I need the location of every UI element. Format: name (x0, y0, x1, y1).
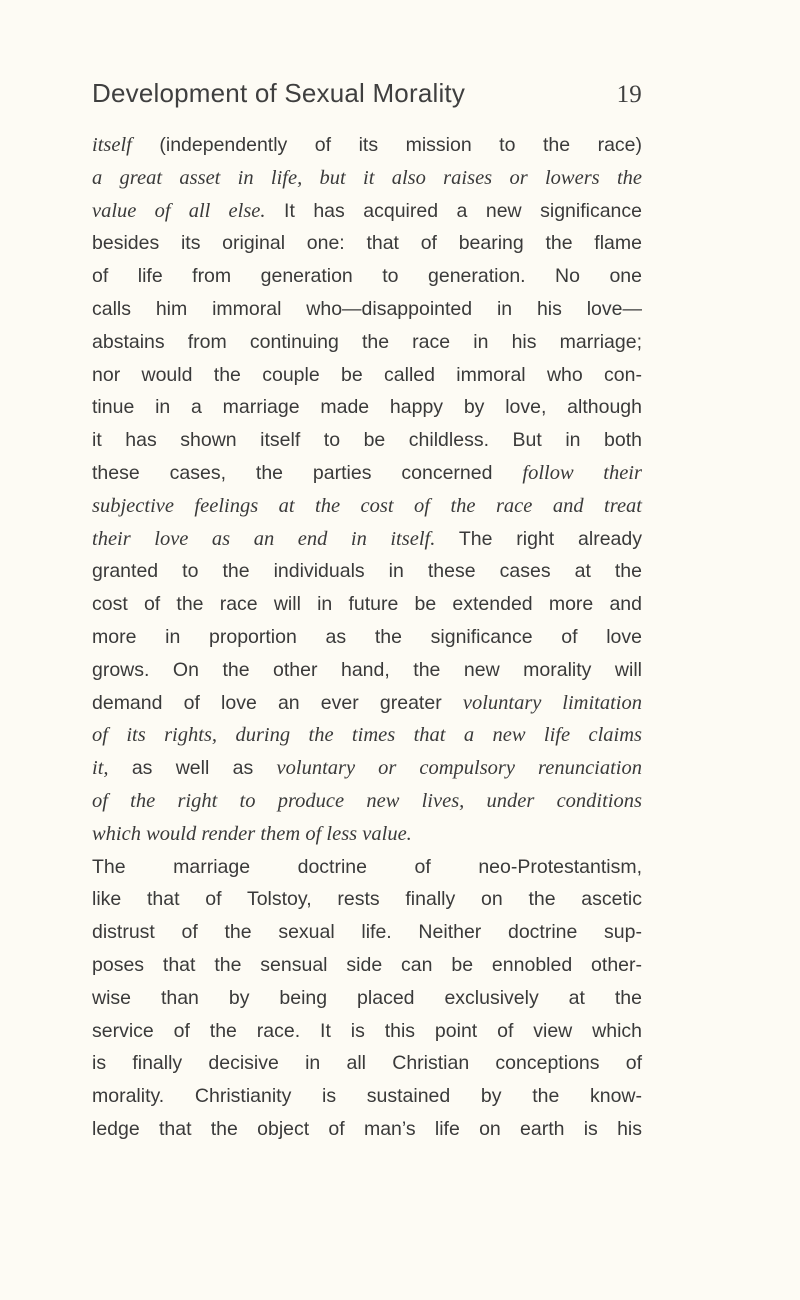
roman-text: tinue in a marriage made happy by love, although (92, 396, 642, 419)
roman-text: of life from generation to generation. No one (92, 265, 642, 288)
italic-text: itself (92, 134, 132, 156)
roman-text: it has shown itself to be childless. But in both (92, 429, 642, 452)
text-line (92, 162, 642, 195)
text-line (92, 260, 642, 293)
roman-text: (independently of its mission to the race) (131, 134, 642, 156)
text-line (92, 883, 642, 916)
roman-text: like that of Tolstoy, rests finally on the ascetic (92, 888, 642, 911)
roman-text: ledge that the object of man’s life on earth is his (92, 1117, 642, 1140)
text-line (92, 490, 642, 523)
roman-text: poses that the sensual side can be ennobled other- (92, 953, 642, 976)
roman-text: wise than by being placed exclusively at the (92, 986, 642, 1009)
roman-text: It has acquired a new significance (265, 199, 643, 222)
running-title: Development of Sexual Morality (92, 78, 466, 108)
text-line (92, 391, 642, 424)
text-line (92, 851, 642, 884)
text-line (92, 687, 642, 720)
roman-text: abstains from continuing the race in his marriage; (92, 330, 642, 353)
roman-text: besides its original one: that of bearing the flame (92, 232, 642, 255)
roman-text: demand of love an ever greater (92, 691, 463, 714)
italic-text: follow their (522, 461, 642, 484)
text-line (92, 916, 642, 949)
text-line (92, 555, 642, 588)
text-line (92, 195, 642, 228)
running-head (92, 78, 642, 109)
roman-text: these cases, the parties concerned (92, 461, 523, 484)
text-line (92, 424, 642, 457)
italic-text: voluntary or compulsory renunciation (276, 757, 643, 780)
italic-text: value of all else. (92, 199, 266, 222)
roman-text: The marriage doctrine of neo-Protestantism, (92, 855, 642, 878)
text-line (92, 1113, 642, 1146)
roman-text: calls him immoral who—disappointed in his love— (92, 297, 642, 320)
italic-text: of its rights, during the times that a new life claims (92, 724, 642, 747)
text-line (92, 359, 642, 392)
text-line (92, 523, 642, 556)
text-line (92, 654, 642, 687)
text-line (92, 129, 642, 162)
roman-text: is finally decisive in all Christian conceptions of (92, 1052, 642, 1075)
text-line (92, 719, 642, 752)
text-line (92, 326, 642, 359)
text-line (92, 1047, 642, 1080)
text-line (92, 785, 642, 818)
roman-text: distrust of the sexual life. Neither doctrine sup- (92, 921, 642, 944)
text-line (92, 1015, 642, 1048)
text-line (92, 457, 642, 490)
roman-text: nor would the couple be called immoral who con- (92, 363, 642, 386)
italic-text: of the right to produce new lives, under conditions (92, 789, 642, 812)
text-line (92, 621, 642, 654)
roman-text: as well as (108, 757, 277, 780)
text-line (92, 818, 642, 851)
text-line (92, 752, 642, 785)
roman-text: The right already (435, 527, 642, 550)
italic-text: it, (92, 757, 109, 780)
text-line (92, 588, 642, 621)
roman-text: granted to the individuals in these cases at the (92, 560, 642, 583)
italic-text: a great asset in life, but it also raises or lowers the (92, 166, 642, 189)
roman-text: morality. Christianity is sustained by the know- (92, 1085, 642, 1108)
roman-text: more in proportion as the significance of love (92, 625, 642, 648)
italic-text: which would render them of less value. (92, 822, 412, 845)
text-line (92, 227, 642, 260)
text-line (92, 949, 642, 982)
text-line (92, 1080, 642, 1113)
italic-text: their love as an end in itself. (92, 527, 436, 550)
italic-text: subjective feelings at the cost of the race and treat (92, 494, 642, 517)
italic-text: voluntary limitation (462, 691, 642, 714)
roman-text: cost of the race will in future be extended more and (92, 593, 642, 616)
body-text (92, 129, 642, 1146)
text-line (92, 982, 642, 1015)
page-number: 19 (616, 81, 642, 108)
book-page (92, 78, 642, 1146)
roman-text: grows. On the other hand, the new morality will (92, 658, 642, 681)
text-line (92, 293, 642, 326)
roman-text: service of the race. It is this point of view which (92, 1019, 642, 1042)
